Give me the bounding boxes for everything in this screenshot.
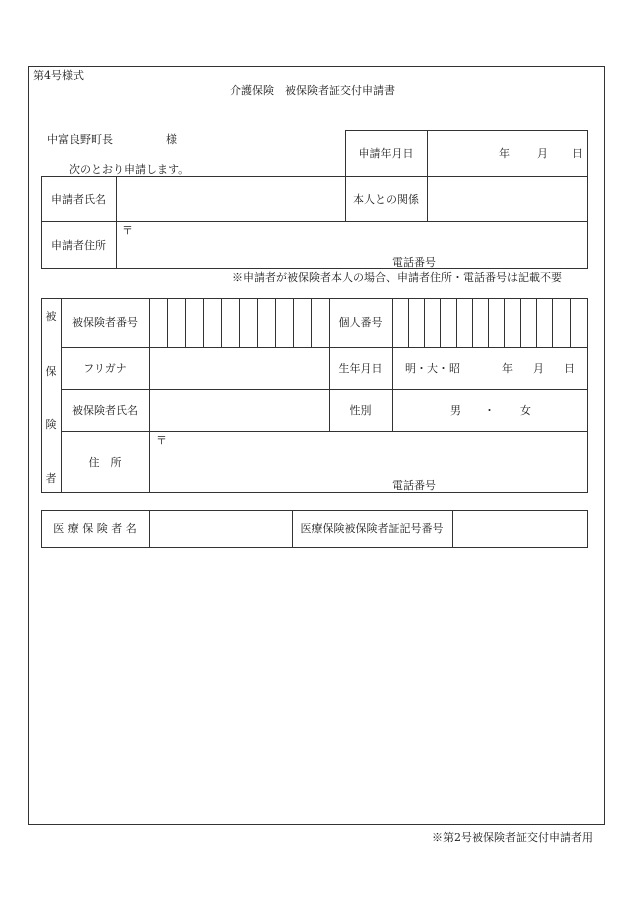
application-date-label: 申請年月日	[358, 147, 414, 160]
form-title: 介護保険 被保険者証交付申請書	[230, 84, 395, 97]
digit-divider	[408, 298, 409, 347]
divider	[61, 347, 588, 348]
medical-insurer-label: 医 療 保 険 者 名	[53, 522, 137, 535]
era-options: 明・大・昭	[405, 362, 460, 375]
sex-separator: ・	[484, 404, 495, 417]
applicant-note: ※申請者が被保険者本人の場合、申請者住所・電話番号は記載不要	[232, 271, 562, 284]
divider	[61, 389, 588, 390]
digit-divider	[239, 298, 240, 347]
digit-divider	[311, 298, 312, 347]
insured-side-char: 者	[45, 472, 57, 485]
digit-divider	[221, 298, 222, 347]
digit-divider	[440, 298, 441, 347]
digit-divider	[185, 298, 186, 347]
applicant-name-label: 申請者氏名	[51, 193, 106, 206]
divider	[149, 510, 150, 548]
insured-name-label: 被保険者氏名	[72, 404, 138, 417]
insured-address-label: 住 所	[88, 456, 122, 469]
application-month-unit: 月	[537, 147, 548, 160]
sex-label: 性別	[349, 404, 372, 417]
insured-side-char: 険	[45, 418, 57, 431]
divider	[41, 221, 588, 222]
digit-divider	[275, 298, 276, 347]
digit-divider	[424, 298, 425, 347]
footer-note: ※第2号被保険者証交付申請者用	[432, 831, 593, 844]
insurance-card-number-label: 医療保険被保険者証記号番号	[300, 522, 444, 535]
applicant-phone-label: 電話番号	[392, 256, 436, 269]
birthdate-label: 生年月日	[338, 362, 383, 375]
divider	[427, 176, 428, 222]
digit-divider	[570, 298, 571, 347]
applicant-address-label: 申請者住所	[51, 239, 106, 252]
intro-text: 次のとおり申請します。	[69, 163, 190, 176]
addressee: 中富良野町長	[47, 133, 113, 146]
digit-divider	[504, 298, 505, 347]
relation-label: 本人との関係	[353, 193, 419, 206]
birth-year-unit: 年	[502, 362, 513, 375]
digit-divider	[552, 298, 553, 347]
digit-divider	[257, 298, 258, 347]
sex-male: 男	[450, 404, 461, 417]
divider	[116, 176, 117, 269]
digit-divider	[536, 298, 537, 347]
application-day-unit: 日	[572, 147, 583, 160]
individual-number-label: 個人番号	[338, 316, 383, 329]
digit-divider	[203, 298, 204, 347]
digit-divider	[520, 298, 521, 347]
applicant-postal-mark: 〒	[122, 224, 133, 237]
applicant-table	[41, 176, 588, 269]
digit-divider	[472, 298, 473, 347]
digit-divider	[293, 298, 294, 347]
form-number: 第4号様式	[33, 69, 84, 82]
birth-month-unit: 月	[533, 362, 544, 375]
insured-side-char: 保	[45, 365, 57, 378]
divider	[149, 298, 150, 493]
insured-phone-label: 電話番号	[392, 479, 436, 492]
divider	[61, 431, 588, 432]
insured-postal-mark: 〒	[156, 434, 167, 447]
divider	[392, 298, 393, 431]
furigana-label: フリガナ	[83, 362, 127, 375]
digit-divider	[167, 298, 168, 347]
digit-divider	[456, 298, 457, 347]
insured-number-label: 被保険者番号	[72, 316, 138, 329]
application-year-unit: 年	[499, 147, 510, 160]
insured-side-char: 被	[45, 310, 57, 323]
sex-female: 女	[520, 404, 531, 417]
divider	[427, 130, 428, 177]
honorific: 様	[166, 133, 177, 146]
digit-divider	[488, 298, 489, 347]
birth-day-unit: 日	[564, 362, 575, 375]
divider	[452, 510, 453, 548]
